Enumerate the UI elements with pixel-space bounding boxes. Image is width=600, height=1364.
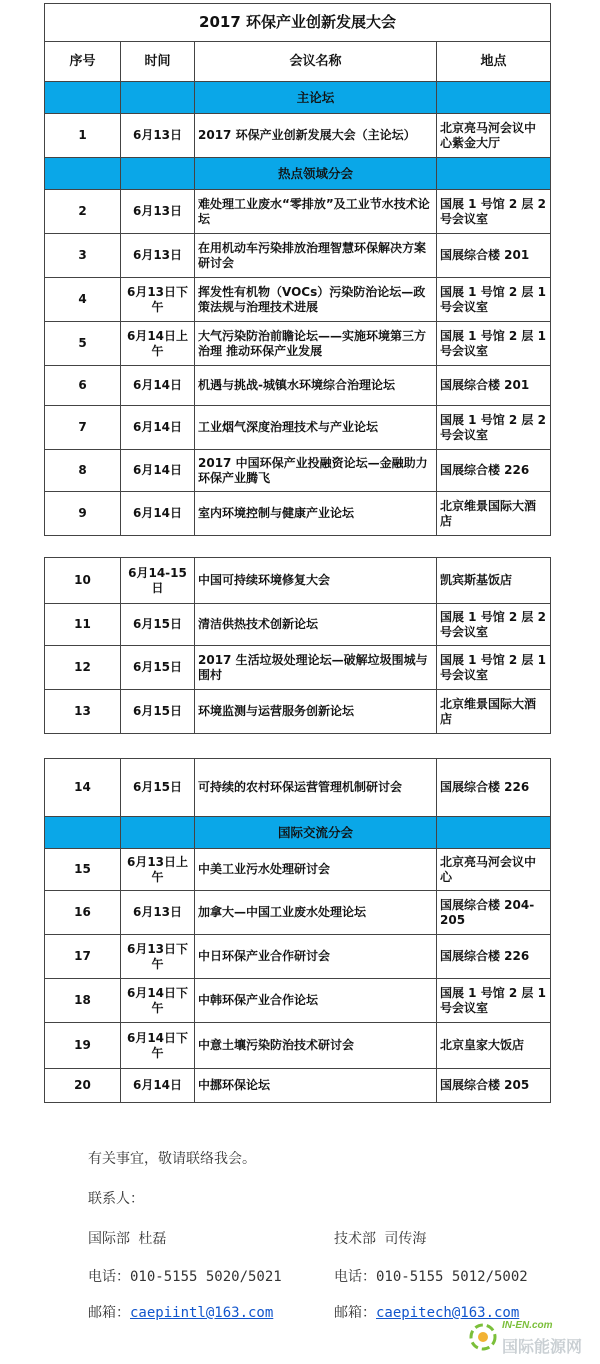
table-row: 20 6月14日 中挪环保论坛 国展综合楼 205: [45, 1069, 551, 1103]
table-row: 11 6月15日 清洁供热技术创新论坛 国展 1 号馆 2 层 2 号会议室: [45, 604, 551, 646]
flower-logo-icon: [468, 1322, 498, 1352]
section-hot-topics: 热点领域分会: [195, 158, 437, 190]
table-row: 17 6月13日下午 中日环保产业合作研讨会 国展综合楼 226: [45, 935, 551, 979]
header-no: 序号: [45, 42, 121, 82]
watermark-bottom-text: 国际能源网: [502, 1339, 583, 1356]
watermark-top-text: IN-EN.com: [502, 1320, 553, 1331]
contact-right-phone: 电话：010-5155 5012/5002: [334, 1269, 528, 1285]
email-link-tech[interactable]: caepitech@163.com: [376, 1305, 520, 1321]
table-row: 10 6月14-15日 中国可持续环境修复大会 凯宾斯基饭店: [45, 558, 551, 604]
contact-intro: 有关事宜，敬请联络我会。: [88, 1151, 256, 1167]
table-row: 6 6月14日 机遇与挑战-城镇水环境综合治理论坛 国展综合楼 201: [45, 366, 551, 406]
section-blank: [437, 158, 551, 190]
table-row: 5 6月14日上午 大气污染防治前瞻论坛——实施环境第三方治理 推动环保产业发展 国展 1 号馆 2 层 1 号会议室: [45, 322, 551, 366]
schedule-table-part-2: [44, 557, 551, 734]
table-row: 2 6月13日 难处理工业废水“零排放”及工业节水技术论坛 国展 1 号馆 2 层 2 号会议室: [45, 190, 551, 234]
section-blank: [437, 817, 551, 849]
table-row: 12 6月15日 2017 生活垃圾处理论坛—破解垃圾围城与围村 国展 1 号馆 2 层 1 号会议室: [45, 646, 551, 690]
contact-left-email-row: [88, 1302, 273, 1322]
table-row: 9 6月14日 室内环境控制与健康产业论坛 北京维景国际大酒店: [45, 492, 551, 536]
header-time: 时间: [121, 42, 195, 82]
section-blank: [121, 817, 195, 849]
section-blank: [121, 82, 195, 114]
section-blank: [45, 158, 121, 190]
section-blank: [437, 82, 551, 114]
section-blank: [45, 817, 121, 849]
table-title: 2017 环保产业创新发展大会: [45, 4, 551, 42]
header-name: 会议名称: [195, 42, 437, 82]
section-blank: [121, 158, 195, 190]
header-loc: 地点: [437, 42, 551, 82]
table-row: 18 6月14日下午 中韩环保产业合作论坛 国展 1 号馆 2 层 1 号会议室: [45, 979, 551, 1023]
email-label: 邮箱：: [88, 1305, 130, 1321]
contact-right-dept: 技术部 司传海: [334, 1231, 427, 1247]
table-row: 19 6月14日下午 中意土壤污染防治技术研讨会 北京皇家大饭店: [45, 1023, 551, 1069]
section-main-forum: 主论坛: [195, 82, 437, 114]
watermark-logo: [468, 1318, 588, 1358]
table-row: 13 6月15日 环境监测与运营服务创新论坛 北京维景国际大酒店: [45, 690, 551, 734]
contact-left-dept: 国际部 杜磊: [88, 1231, 167, 1247]
table-row: 15 6月13日上午 中美工业污水处理研讨会 北京亮马河会议中心: [45, 849, 551, 891]
schedule-table-part-1: [44, 3, 551, 536]
section-blank: [45, 82, 121, 114]
section-international: 国际交流分会: [195, 817, 437, 849]
table-row: 4 6月13日下午 挥发性有机物（VOCs）污染防治论坛—政策法规与治理技术进展 国展 1 号馆 2 层 1 号会议室: [45, 278, 551, 322]
table-row: 3 6月13日 在用机动车污染排放治理智慧环保解决方案研讨会 国展综合楼 201: [45, 234, 551, 278]
email-link-intl[interactable]: caepiintl@163.com: [130, 1305, 274, 1321]
schedule-table-part-3: [44, 758, 551, 1103]
email-label: 邮箱：: [334, 1305, 376, 1321]
table-row: 8 6月14日 2017 中国环保产业投融资论坛—金融助力环保产业腾飞 国展综合楼 226: [45, 450, 551, 492]
table-row: 14 6月15日 可持续的农村环保运营管理机制研讨会 国展综合楼 226: [45, 759, 551, 817]
contact-person-label: 联系人：: [88, 1191, 144, 1207]
table-row: 16 6月13日 加拿大—中国工业废水处理论坛 国展综合楼 204-205: [45, 891, 551, 935]
table-row: 7 6月14日 工业烟气深度治理技术与产业论坛 国展 1 号馆 2 层 2 号会议室: [45, 406, 551, 450]
contact-left-phone: 电话：010-5155 5020/5021: [88, 1269, 282, 1285]
table-row: 1 6月13日 2017 环保产业创新发展大会（主论坛） 北京亮马河会议中心紫金大厅: [45, 114, 551, 158]
